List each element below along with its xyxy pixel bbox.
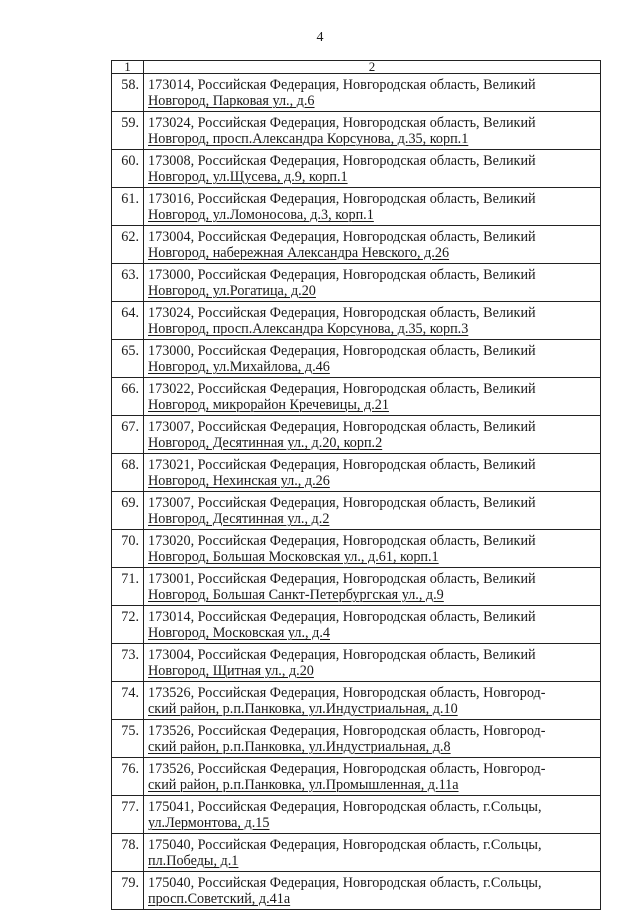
address-line-1: 173020, Российская Федерация, Новгородская область, Великий [148,533,536,549]
address-line-2: Новгород, Парковая ул., д.6 [148,93,315,109]
address-cell [144,112,601,150]
address-cell [144,606,601,644]
row-number: 58. [112,74,144,112]
row-number: 65. [112,340,144,378]
address-cell [144,644,601,682]
table-row [112,758,601,796]
row-number: 60. [112,150,144,188]
address-line-1: 173000, Российская Федерация, Новгородская область, Великий [148,267,536,283]
address-cell [144,758,601,796]
address-cell [144,150,601,188]
address-cell [144,454,601,492]
row-number: 63. [112,264,144,302]
table-row [112,492,601,530]
address-line-2: Новгород, Большая Санкт-Петербургская ул., д.9 [148,587,444,603]
table-row [112,264,601,302]
row-number: 59. [112,112,144,150]
address-line-1: 173526, Российская Федерация, Новгородская область, Новгород- [148,685,546,701]
address-line-1: 173007, Российская Федерация, Новгородская область, Великий [148,419,536,435]
table-row [112,720,601,758]
row-number: 64. [112,302,144,340]
row-number: 71. [112,568,144,606]
row-number: 68. [112,454,144,492]
address-line-1: 173014, Российская Федерация, Новгородская область, Великий [148,77,536,93]
address-line-2: Новгород, Большая Московская ул., д.61, корп.1 [148,549,439,565]
row-number: 78. [112,834,144,872]
row-number: 73. [112,644,144,682]
row-number: 67. [112,416,144,454]
table-row [112,796,601,834]
address-line-2: Новгород, просп.Александра Корсунова, д.35, корп.3 [148,321,469,337]
address-line-2: Новгород, Десятинная ул., д.2 [148,511,330,527]
address-line-1: 173022, Российская Федерация, Новгородская область, Великий [148,381,536,397]
table-row [112,112,601,150]
address-cell [144,340,601,378]
address-line-1: 173024, Российская Федерация, Новгородская область, Великий [148,305,536,321]
table-row [112,74,601,112]
table-row [112,834,601,872]
address-line-2: Новгород, ул.Ломоносова, д.3, корп.1 [148,207,374,223]
address-line-1: 173001, Российская Федерация, Новгородская область, Великий [148,571,536,587]
address-line-1: 173004, Российская Федерация, Новгородская область, Великий [148,229,536,245]
row-number: 62. [112,226,144,264]
row-number: 79. [112,872,144,910]
address-line-2: ул.Лермонтова, д.15 [148,815,270,831]
address-cell [144,74,601,112]
address-table [111,60,601,910]
address-line-1: 173014, Российская Федерация, Новгородская область, Великий [148,609,536,625]
header-col-1: 1 [112,61,144,74]
address-cell [144,720,601,758]
table-row [112,226,601,264]
address-line-2: Новгород, ул.Рогатица, д.20 [148,283,316,299]
address-line-1: 173021, Российская Федерация, Новгородская область, Великий [148,457,536,473]
address-line-2: просп.Советский, д.41а [148,891,291,907]
row-number: 77. [112,796,144,834]
address-line-1: 173004, Российская Федерация, Новгородская область, Великий [148,647,536,663]
table-row [112,644,601,682]
row-number: 72. [112,606,144,644]
row-number: 75. [112,720,144,758]
address-line-1: 173526, Российская Федерация, Новгородская область, Новгород- [148,761,546,777]
table-row [112,454,601,492]
table-row [112,302,601,340]
table-row [112,872,601,910]
address-line-2: Новгород, ул.Щусева, д.9, корп.1 [148,169,348,185]
row-number: 69. [112,492,144,530]
address-line-2: Новгород, Десятинная ул., д.20, корп.2 [148,435,383,451]
address-line-2: Новгород, микрорайон Кречевицы, д.21 [148,397,389,413]
address-cell [144,568,601,606]
address-line-2: ский район, р.п.Панковка, ул.Промышленная, д.11а [148,777,459,793]
address-cell [144,492,601,530]
address-line-2: Новгород, Щитная ул., д.20 [148,663,314,679]
address-table-body [112,61,601,910]
address-line-2: Новгород, ул.Михайлова, д.46 [148,359,330,375]
address-cell [144,834,601,872]
address-line-1: 173526, Российская Федерация, Новгородская область, Новгород- [148,723,546,739]
table-row [112,188,601,226]
table-row [112,378,601,416]
address-line-1: 175041, Российская Федерация, Новгородская область, г.Сольцы, [148,799,542,815]
address-cell [144,302,601,340]
address-line-2: Новгород, набережная Александра Невского, д.26 [148,245,450,261]
page-number: 4 [316,30,324,45]
address-line-1: 173000, Российская Федерация, Новгородская область, Великий [148,343,536,359]
row-number: 74. [112,682,144,720]
address-cell [144,872,601,910]
address-cell [144,226,601,264]
address-cell [144,416,601,454]
address-line-1: 173008, Российская Федерация, Новгородская область, Великий [148,153,536,169]
address-line-1: 175040, Российская Федерация, Новгородская область, г.Сольцы, [148,875,542,891]
address-line-2: Новгород, просп.Александра Корсунова, д.35, корп.1 [148,131,469,147]
table-row [112,416,601,454]
address-cell [144,264,601,302]
table-header-row [112,61,601,74]
table-row [112,606,601,644]
row-number: 61. [112,188,144,226]
address-line-1: 175040, Российская Федерация, Новгородская область, г.Сольцы, [148,837,542,853]
address-cell [144,796,601,834]
address-line-2: ский район, р.п.Панковка, ул.Индустриальная, д.10 [148,701,458,717]
address-line-1: 173024, Российская Федерация, Новгородская область, Великий [148,115,536,131]
address-line-2: пл.Победы, д.1 [148,853,239,869]
table-row [112,340,601,378]
address-line-2: Новгород, Нехинская ул., д.26 [148,473,330,489]
row-number: 66. [112,378,144,416]
table-row [112,682,601,720]
table-row [112,530,601,568]
address-cell [144,188,601,226]
address-line-2: Новгород, Московская ул., д.4 [148,625,330,641]
address-line-2: ский район, р.п.Панковка, ул.Индустриальная, д.8 [148,739,451,755]
address-cell [144,378,601,416]
row-number: 70. [112,530,144,568]
table-row [112,568,601,606]
row-number: 76. [112,758,144,796]
address-line-1: 173007, Российская Федерация, Новгородская область, Великий [148,495,536,511]
header-col-2: 2 [144,61,601,74]
address-cell [144,682,601,720]
table-row [112,150,601,188]
address-line-1: 173016, Российская Федерация, Новгородская область, Великий [148,191,536,207]
address-cell [144,530,601,568]
